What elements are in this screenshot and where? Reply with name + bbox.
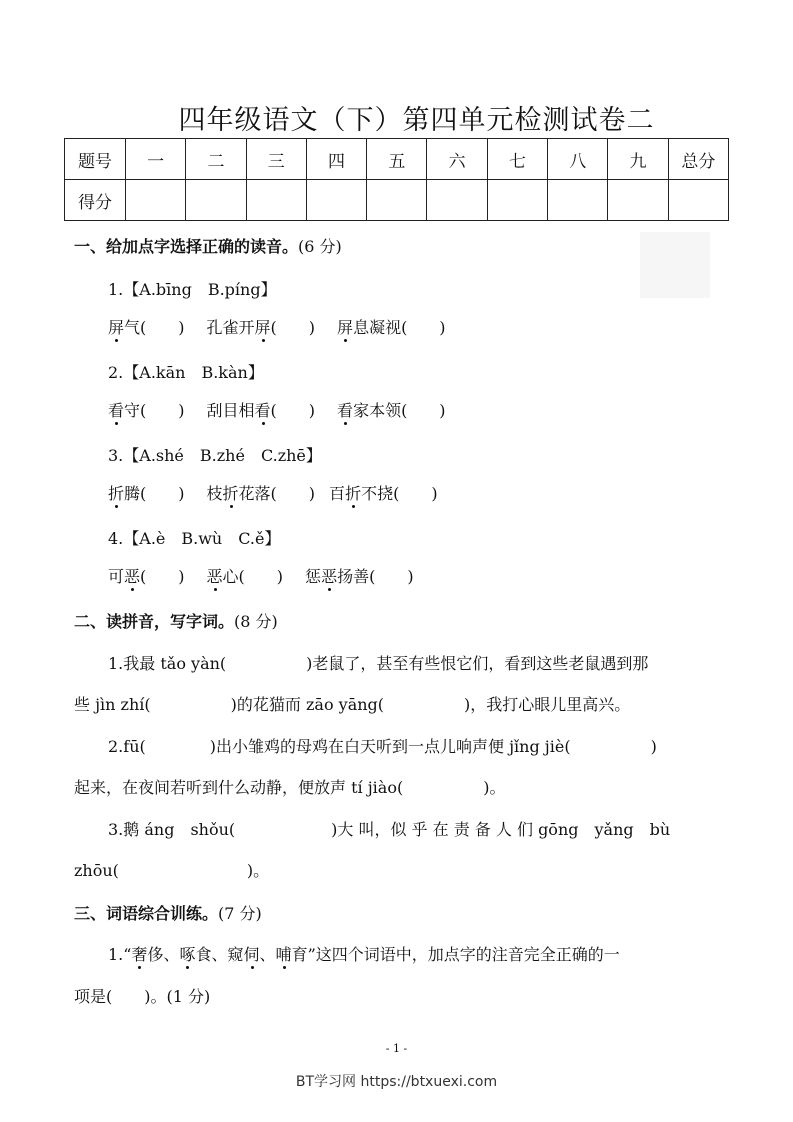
score-input-cell[interactable] xyxy=(306,180,366,221)
q3-options: 3.【A.shé B.zhé C.zhē】 xyxy=(108,446,322,465)
score-table-row-label: 得分 xyxy=(65,180,126,221)
score-table-cell: 八 xyxy=(548,139,608,180)
score-table-cell: 七 xyxy=(487,139,547,180)
section-1-title: 一、给加点字选择正确的读音。 xyxy=(74,237,299,256)
score-table-header-row xyxy=(65,139,729,180)
q4-options: 4.【A.è B.wù C.ě】 xyxy=(108,529,281,548)
s2-line-4: 起来，在夜间若听到什么动静，便放声 tí jiào( )。 xyxy=(74,778,506,797)
dotted-char: 恶 xyxy=(206,567,223,586)
site-footer: BT学习网 https://btxuexi.com xyxy=(295,1074,498,1090)
section-2-score: (8 分) xyxy=(234,612,278,631)
score-input-cell[interactable] xyxy=(186,180,246,221)
score-input-cell[interactable] xyxy=(427,180,487,221)
dotted-char: 折 xyxy=(345,484,362,503)
score-input-cell[interactable] xyxy=(487,180,547,221)
score-table-cell: 题号 xyxy=(65,139,126,180)
score-table-score-row xyxy=(65,180,729,221)
dotted-char: 奢 xyxy=(131,945,148,964)
faint-watermark-box xyxy=(640,232,710,298)
dotted-char: 屏 xyxy=(337,318,354,337)
score-table-cell: 九 xyxy=(608,139,668,180)
item-text: 不挠( ) xyxy=(361,484,438,503)
score-table-cell: 三 xyxy=(246,139,306,180)
item-text: 惩 xyxy=(305,567,322,586)
q4-items xyxy=(108,564,414,587)
section-1-score: (6 分) xyxy=(298,237,342,256)
score-input-cell[interactable] xyxy=(126,180,186,221)
section-3-score: (7 分) xyxy=(218,904,262,923)
score-input-cell[interactable] xyxy=(246,180,306,221)
item-text: 息凝视( ) xyxy=(353,318,446,337)
section-3-heading xyxy=(74,901,262,924)
dotted-char: 屏 xyxy=(108,318,125,337)
s2-line-1: 1.我最 tǎo yàn( )老鼠了，甚至有些恨它们，看到这些老鼠遇到那 xyxy=(108,654,649,673)
s3-q1-line-2: 项是( )。(1 分) xyxy=(74,987,211,1006)
dotted-char: 折 xyxy=(108,484,125,503)
s2-line-5: 3.鹅 áng shǒu( )大 叫，似 乎 在 责 备 人 们 gōng yǎng bù xyxy=(108,820,671,839)
score-table xyxy=(64,138,729,221)
dotted-char: 恶 xyxy=(124,567,141,586)
q-text: 1.“ xyxy=(108,945,132,964)
dotted-char: 屏 xyxy=(254,318,271,337)
section-2-title: 二、读拼音，写字词。 xyxy=(74,612,235,631)
score-input-cell[interactable] xyxy=(367,180,427,221)
s2-line-2: 些 jìn zhí( )的花猫而 zāo yāng( )，我打心眼儿里高兴。 xyxy=(74,695,631,714)
item-text: ( ) xyxy=(270,401,316,420)
item-text: 心( ) xyxy=(222,567,284,586)
score-input-cell[interactable] xyxy=(608,180,668,221)
item-text: 孔雀开 xyxy=(206,318,255,337)
score-input-cell[interactable] xyxy=(668,180,728,221)
dotted-char: 恶 xyxy=(321,567,338,586)
q-text: 侈、 xyxy=(147,945,180,964)
s3-q1-line-1 xyxy=(108,942,620,965)
dotted-char: 哺 xyxy=(275,945,292,964)
dotted-char: 看 xyxy=(337,401,354,420)
item-text: 百 xyxy=(329,484,346,503)
item-text: 花落( ) xyxy=(238,484,316,503)
dotted-char: 啄 xyxy=(179,945,196,964)
score-table-cell: 六 xyxy=(427,139,487,180)
item-text: ( ) xyxy=(140,567,185,586)
item-text: 腾( ) xyxy=(124,484,185,503)
q2-items xyxy=(108,398,446,421)
dotted-char: 看 xyxy=(108,401,125,420)
score-input-cell[interactable] xyxy=(548,180,608,221)
q-text: 育”这四个词语中，加点字的注音完全正确的一 xyxy=(291,945,620,964)
item-text: 家本领( ) xyxy=(353,401,446,420)
dotted-char: 折 xyxy=(222,484,239,503)
score-table-cell: 五 xyxy=(367,139,427,180)
q2-options: 2.【A.kān B.kàn】 xyxy=(108,363,264,382)
item-text: ( ) xyxy=(270,318,316,337)
q-text: 、 xyxy=(259,945,276,964)
item-text: 刮目相 xyxy=(206,401,255,420)
q1-options: 1.【A.bīng B.píng】 xyxy=(108,280,277,299)
dotted-char: 看 xyxy=(254,401,271,420)
q1-items xyxy=(108,315,446,338)
page-title: 四年级语文（下）第四单元检测试卷二 xyxy=(178,105,655,136)
item-text: 可 xyxy=(108,567,125,586)
score-table-cell: 总分 xyxy=(668,139,728,180)
item-text: 扬善( ) xyxy=(337,567,414,586)
q3-items xyxy=(108,481,438,504)
score-table-cell: 四 xyxy=(306,139,366,180)
dotted-char: 伺 xyxy=(243,945,260,964)
score-table-cell: 一 xyxy=(126,139,186,180)
section-1-heading xyxy=(74,234,342,257)
item-text: 守( ) xyxy=(124,401,185,420)
s2-line-6: zhōu( )。 xyxy=(74,861,270,880)
section-2-heading xyxy=(74,609,278,632)
s2-line-3: 2.fū( )出小雏鸡的母鸡在白天听到一点儿响声便 jǐng jiè( ) xyxy=(108,737,657,756)
item-text: 枝 xyxy=(206,484,223,503)
q-text: 食、窥 xyxy=(195,945,244,964)
page-number: - 1 - xyxy=(385,1042,408,1055)
item-text: 气( ) xyxy=(124,318,185,337)
score-table-cell: 二 xyxy=(186,139,246,180)
section-3-title: 三、词语综合训练。 xyxy=(74,904,219,923)
